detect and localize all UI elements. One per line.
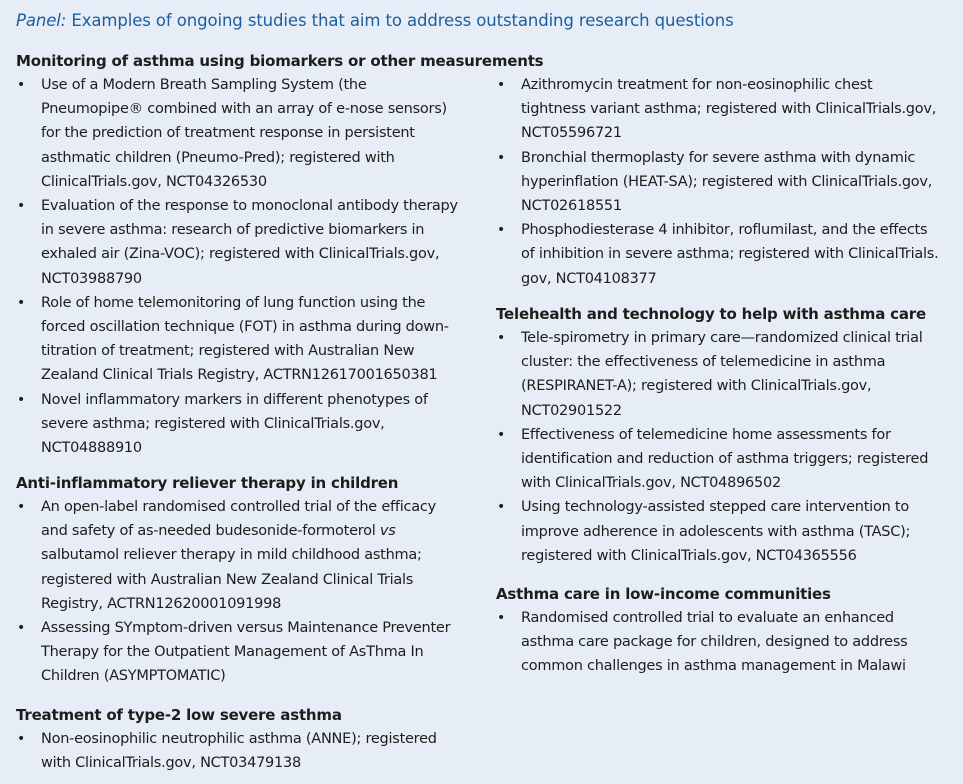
item-text-line: Role of home telemonitoring of lung function using the [41, 294, 426, 311]
panel-title-lead: Panel: [16, 11, 67, 30]
study-list [496, 606, 956, 679]
bullet-icon: • [17, 731, 26, 747]
section-monitoring [16, 49, 544, 460]
item-text-line: registered with ClinicalTrials.gov, NCT04365556 [521, 547, 857, 564]
study-list [496, 326, 956, 568]
item-text-line: NCT05596721 [521, 125, 622, 142]
item-text-line: and safety of as-needed budesonide-formoterol vs [41, 523, 396, 540]
item-text-line: severe asthma; registered with ClinicalTrials.gov, [41, 415, 385, 432]
item-text-line: Bronchial thermoplasty for severe asthma with dynamic [521, 149, 916, 166]
item-text-line: Children (ASYMPTOMATIC) [41, 668, 226, 685]
item-text-line: with ClinicalTrials.gov, NCT04896502 [521, 475, 781, 492]
bullet-icon: • [17, 391, 26, 408]
bullet-icon: • [497, 610, 506, 626]
bullet-icon: • [497, 330, 506, 346]
list-item [16, 616, 486, 689]
section-anti-inflammatory [16, 471, 486, 689]
list-item [496, 326, 956, 423]
item-text-line: Therapy for the Outpatient Management of AsThma In [41, 644, 424, 661]
item-text-line: Effectiveness of telemedicine home assessments for [521, 426, 891, 443]
item-text-line: titration of treatment; registered with Australian New [41, 343, 415, 360]
item-text-line: salbutamol reliever therapy in mild childhood asthma; [41, 547, 422, 564]
list-item [496, 218, 956, 291]
bullet-icon: • [497, 499, 506, 516]
list-item [16, 495, 486, 616]
item-text-line: with ClinicalTrials.gov, NCT03479138 [41, 755, 301, 772]
item-text-line: Evaluation of the response to monoclonal antibody therapy [41, 198, 458, 215]
item-text-line: in severe asthma: research of predictive biomarkers in [41, 222, 425, 239]
item-text-line: Novel inflammatory markers in different phenotypes of [41, 391, 428, 408]
bullet-icon: • [17, 77, 26, 93]
list-item [16, 388, 486, 461]
item-text-line: registered with Australian New Zealand Clinical Trials [41, 571, 414, 588]
item-text-line: identification and reduction of asthma triggers; registered [521, 451, 929, 468]
item-text-line: Phosphodiesterase 4 inhibitor, roflumilast, and the effects [521, 222, 928, 239]
item-text-line: cluster: the effectiveness of telemedicine in asthma [521, 354, 886, 371]
bullet-icon: • [497, 77, 506, 93]
section-heading: Telehealth and technology to help with asthma care [496, 305, 926, 323]
item-text-line: Using technology-assisted stepped care intervention to [521, 499, 909, 516]
item-text-line: hyperinflation (HEAT-SA); registered with ClinicalTrials.gov, [521, 173, 933, 190]
item-text-line: NCT02901522 [521, 402, 622, 419]
item-text-line: improve adherence in adolescents with asthma (TASC); [521, 523, 911, 540]
section-type2-low [16, 703, 486, 775]
bullet-icon: • [497, 222, 506, 239]
panel-title-text: Examples of ongoing studies that aim to address outstanding research questions [66, 11, 734, 30]
section-heading: Anti-inflammatory reliever therapy in children [16, 474, 399, 492]
list-item [496, 606, 956, 679]
item-text-line: forced oscillation technique (FOT) in asthma during down- [41, 319, 449, 336]
list-item [496, 495, 956, 568]
section-type2-low-continued [496, 73, 956, 291]
study-list [16, 495, 486, 689]
list-item [16, 194, 486, 291]
study-list [16, 727, 486, 775]
item-text-line: for the prediction of treatment response in persistent [41, 125, 415, 142]
item-text-line: NCT02618551 [521, 198, 622, 215]
list-item [496, 146, 956, 219]
section-heading: Asthma care in low-income communities [496, 585, 831, 603]
item-text-line: NCT03988790 [41, 270, 142, 287]
item-text-line: ClinicalTrials.gov, NCT04326530 [41, 173, 267, 190]
item-text-line: Pneumopipe® combined with an array of e-nose sensors) [41, 101, 447, 118]
item-text-line: Assessing SYmptom-driven versus Maintenance Preventer [41, 620, 451, 637]
section-low-income [496, 582, 956, 679]
item-text-line: Use of a Modern Breath Sampling System (the [41, 77, 367, 93]
item-text-line: Tele-spirometry in primary care—randomized clinical trial [521, 330, 923, 346]
item-text-line: Azithromycin treatment for non-eosinophilic chest [521, 77, 873, 93]
study-list [16, 73, 486, 460]
bullet-icon: • [17, 620, 26, 637]
list-item [496, 423, 956, 496]
item-text-line: Registry, ACTRN12620001091998 [41, 595, 282, 612]
bullet-icon: • [497, 426, 506, 443]
item-text-line: Zealand Clinical Trials Registry, ACTRN12617001650381 [41, 367, 438, 384]
section-heading: Treatment of type-2 low severe asthma [16, 706, 342, 724]
bullet-icon: • [497, 149, 506, 166]
item-text-line: of inhibition in severe asthma; registered with ClinicalTrials. [521, 246, 939, 263]
section-heading: Monitoring of asthma using biomarkers or other measurements [16, 52, 544, 70]
list-item [16, 73, 486, 194]
item-text-line: (RESPIRANET-A); registered with ClinicalTrials.gov, [521, 378, 872, 395]
panel-title [16, 11, 734, 30]
bullet-icon: • [17, 294, 26, 311]
list-item [496, 73, 956, 146]
item-text-line: asthma care package for children, designed to address [521, 634, 908, 651]
item-text-line: Randomised controlled trial to evaluate an enhanced [521, 610, 894, 626]
item-text-line: asthmatic children (Pneumo-Pred); registered with [41, 149, 395, 166]
item-text-line: NCT04888910 [41, 440, 142, 457]
item-text-line: Non-eosinophilic neutrophilic asthma (ANNE); registered [41, 731, 437, 747]
item-text-line: tightness variant asthma; registered with ClinicalTrials.gov, [521, 101, 937, 118]
bullet-icon: • [17, 198, 26, 215]
item-text-line: gov, NCT04108377 [521, 270, 657, 287]
item-text-line: exhaled air (Zina-VOC); registered with ClinicalTrials.gov, [41, 246, 440, 263]
section-telehealth [496, 302, 956, 568]
study-list [496, 73, 956, 291]
bullet-icon: • [17, 499, 26, 515]
item-text-line: common challenges in asthma management in Malawi [521, 658, 906, 675]
list-item [16, 291, 486, 388]
list-item [16, 727, 486, 775]
item-text-line: An open-label randomised controlled trial of the efficacy [41, 499, 436, 515]
